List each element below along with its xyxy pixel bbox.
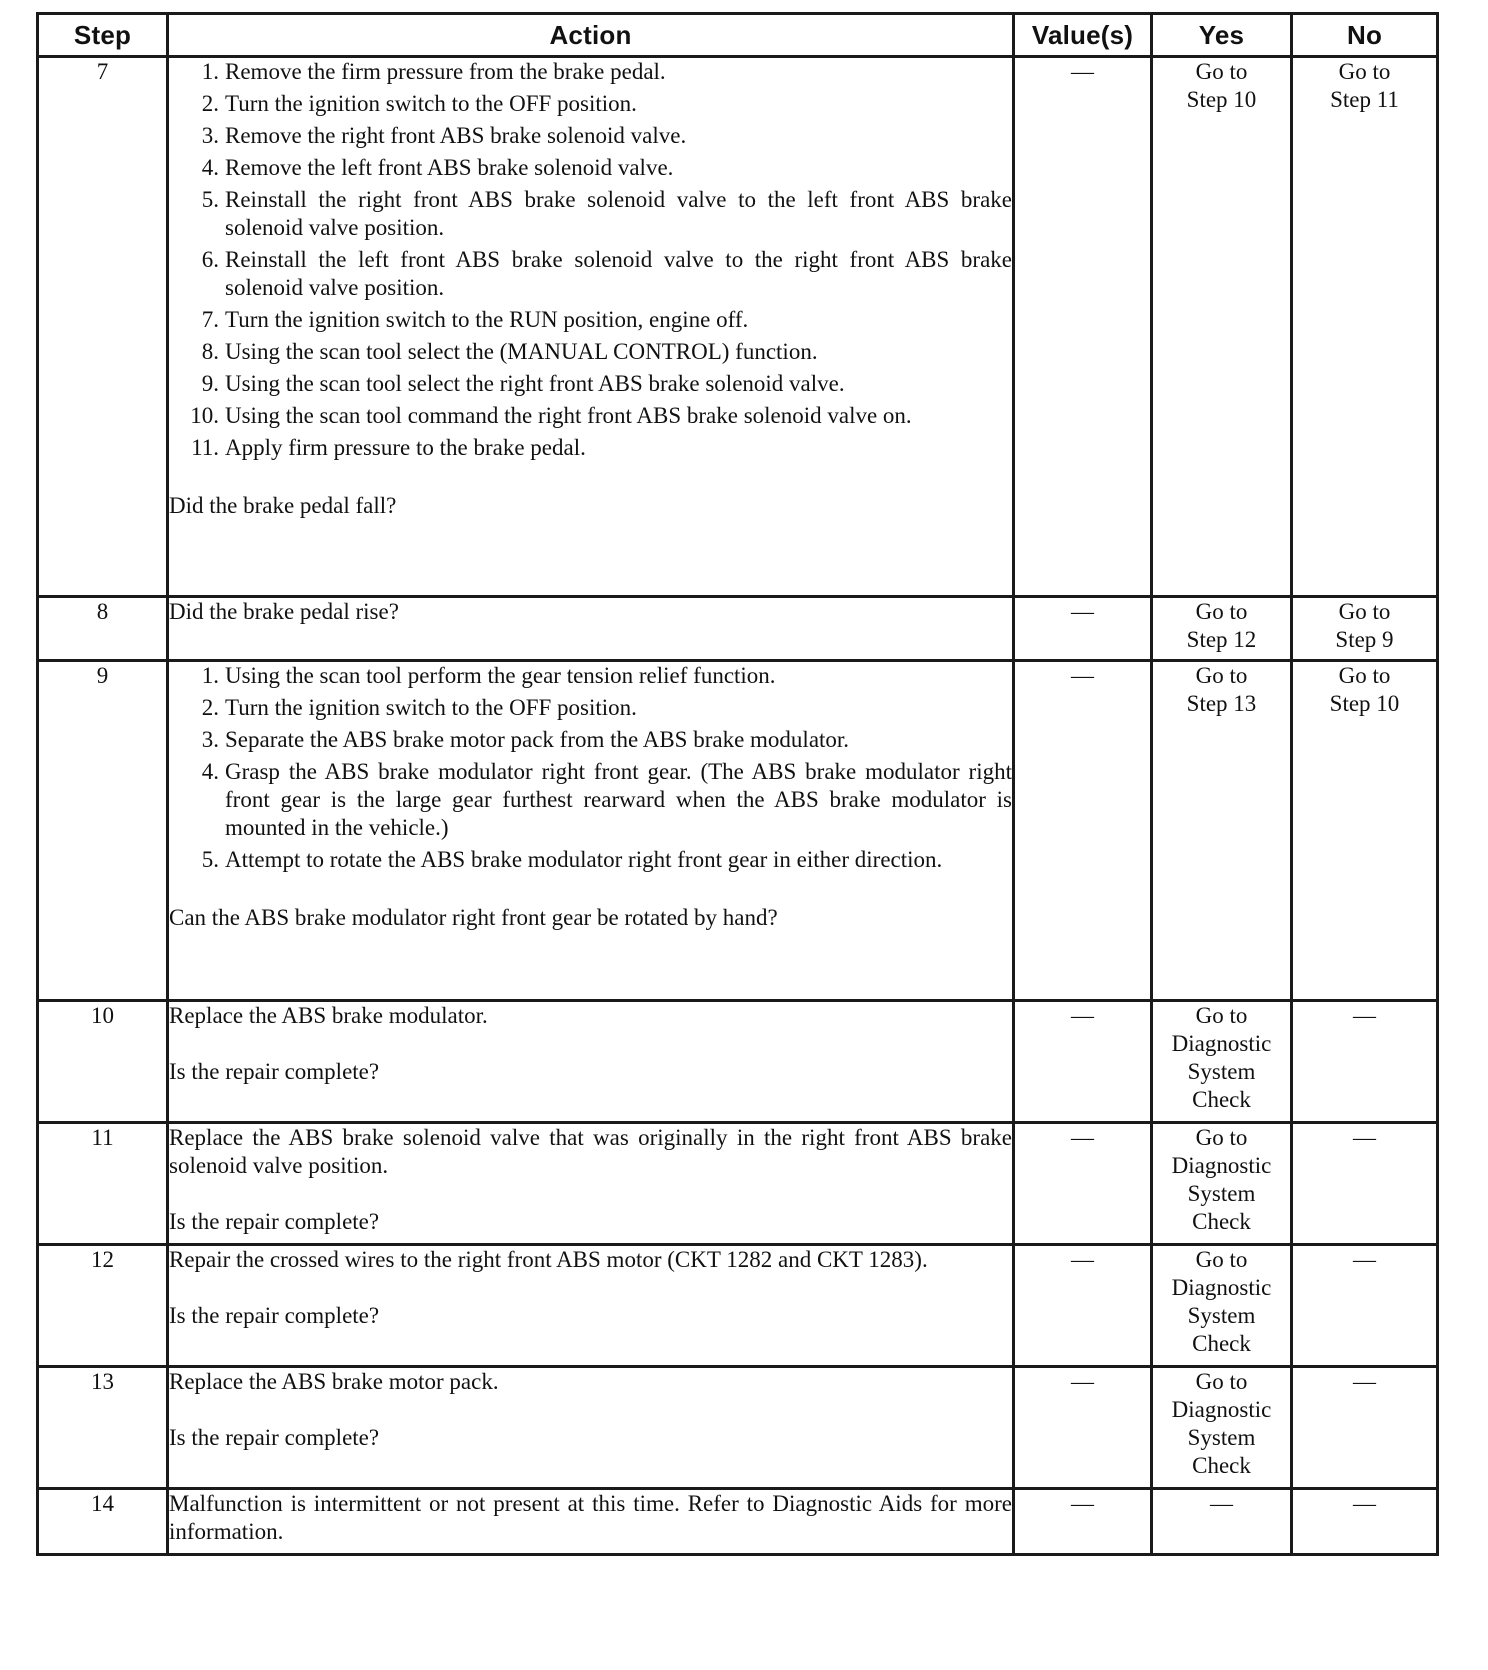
table-row — [38, 1245, 1438, 1367]
table-body — [38, 57, 1438, 1555]
action-step — [169, 58, 1012, 86]
value-cell — [1014, 1367, 1152, 1489]
step-text: Turn the ignition switch to the OFF position. — [225, 695, 637, 720]
step-index: 5. — [201, 847, 219, 872]
yes-text: Check — [1192, 1087, 1251, 1112]
no-cell — [1292, 57, 1438, 597]
step-text: Grasp the ABS brake modulator right front gear. (The ABS brake modulator right front gear is the large gear furthest rearward when the ABS brake modulator is mounted in the vehicle.) — [225, 759, 1012, 840]
no-text: Step 10 — [1329, 691, 1400, 716]
value-cell — [1014, 1123, 1152, 1245]
action-steps — [169, 662, 1012, 874]
no-cell — [1292, 661, 1438, 1001]
step-index: 9. — [201, 371, 219, 396]
table-row — [38, 1001, 1438, 1123]
step-text: Attempt to rotate the ABS brake modulator right front gear in either direction. — [225, 847, 943, 872]
step-text: Remove the firm pressure from the brake pedal. — [225, 59, 666, 84]
yes-cell — [1152, 597, 1292, 661]
action-step — [169, 402, 1012, 430]
action-step — [169, 370, 1012, 398]
action-cell — [168, 1123, 1014, 1245]
value-dash: — — [1071, 1247, 1094, 1272]
yes-cell — [1152, 1245, 1292, 1367]
header-value: Value(s) — [1014, 14, 1152, 57]
action-step — [169, 122, 1012, 150]
step-index: 7. — [201, 307, 219, 332]
no-cell — [1292, 1001, 1438, 1123]
step-number: 12 — [38, 1245, 168, 1367]
step-question: Is the repair complete? — [169, 1209, 380, 1234]
table-row — [38, 1489, 1438, 1555]
step-number: 9 — [38, 661, 168, 1001]
yes-text: Check — [1192, 1331, 1251, 1356]
header-action: Action — [168, 14, 1014, 57]
table-header — [38, 14, 1438, 57]
step-instruction: Replace the ABS brake solenoid valve that was originally in the right front ABS brake solenoid valve position. — [169, 1125, 1012, 1178]
header-row — [38, 14, 1438, 57]
no-text: Go to — [1338, 599, 1391, 624]
table-row — [38, 1367, 1438, 1489]
value-dash: — — [1071, 1003, 1094, 1028]
yes-cell — [1152, 57, 1292, 597]
action-step — [169, 694, 1012, 722]
value-dash: — — [1071, 599, 1094, 624]
yes-text: Diagnostic — [1171, 1397, 1272, 1422]
action-step — [169, 434, 1012, 462]
yes-cell — [1152, 1123, 1292, 1245]
action-cell — [168, 57, 1014, 597]
step-index: 3. — [201, 123, 219, 148]
action-step — [169, 306, 1012, 334]
step-number: 11 — [38, 1123, 168, 1245]
step-question: Can the ABS brake modulator right front gear be rotated by hand? — [169, 905, 778, 930]
step-index: 6. — [201, 247, 219, 272]
yes-dash: — — [1210, 1491, 1233, 1516]
no-cell — [1292, 1245, 1438, 1367]
action-cell — [168, 1001, 1014, 1123]
step-number: 7 — [38, 57, 168, 597]
step-instruction: Replace the ABS brake modulator. — [169, 1003, 488, 1028]
yes-cell — [1152, 1489, 1292, 1555]
action-cell — [168, 1245, 1014, 1367]
yes-text: Check — [1192, 1209, 1251, 1234]
step-index: 1. — [201, 59, 219, 84]
step-text: Turn the ignition switch to the RUN position, engine off. — [225, 307, 749, 332]
step-index: 1. — [201, 663, 219, 688]
value-cell — [1014, 1001, 1152, 1123]
value-cell — [1014, 597, 1152, 661]
yes-text: Step 10 — [1186, 87, 1257, 112]
no-cell — [1292, 597, 1438, 661]
action-step — [169, 726, 1012, 754]
step-text: Apply firm pressure to the brake pedal. — [225, 435, 586, 460]
value-dash: — — [1071, 59, 1094, 84]
yes-text: Go to — [1195, 59, 1248, 84]
step-index: 4. — [201, 759, 219, 784]
action-step — [169, 758, 1012, 842]
yes-cell — [1152, 661, 1292, 1001]
step-text: Remove the right front ABS brake solenoid valve. — [225, 123, 687, 148]
step-index: 3. — [201, 727, 219, 752]
step-index: 2. — [201, 695, 219, 720]
yes-text: Go to — [1195, 1369, 1248, 1394]
yes-text: System — [1187, 1059, 1256, 1084]
no-cell — [1292, 1123, 1438, 1245]
step-question: Is the repair complete? — [169, 1303, 380, 1328]
no-dash: — — [1353, 1491, 1376, 1516]
header-no: No — [1292, 14, 1438, 57]
step-number: 14 — [38, 1489, 168, 1555]
yes-text: Go to — [1195, 1247, 1248, 1272]
step-text: Reinstall the left front ABS brake solenoid valve to the right front ABS brake solenoid valve position. — [225, 247, 1012, 300]
table-row — [38, 661, 1438, 1001]
action-step — [169, 154, 1012, 182]
value-cell — [1014, 1245, 1152, 1367]
yes-text: System — [1187, 1181, 1256, 1206]
step-text: Reinstall the right front ABS brake solenoid valve to the left front ABS brake solenoid valve position. — [225, 187, 1012, 240]
step-number: 13 — [38, 1367, 168, 1489]
value-dash: — — [1071, 1369, 1094, 1394]
step-question: Is the repair complete? — [169, 1059, 380, 1084]
yes-text: Diagnostic — [1171, 1031, 1272, 1056]
action-step — [169, 90, 1012, 118]
action-cell — [168, 661, 1014, 1001]
step-text: Using the scan tool select the right front ABS brake solenoid valve. — [225, 371, 845, 396]
value-dash: — — [1071, 663, 1094, 688]
step-index: 4. — [201, 155, 219, 180]
action-cell — [168, 1489, 1014, 1555]
diagnostic-table — [36, 12, 1439, 1556]
no-dash: — — [1353, 1369, 1376, 1394]
yes-text: Go to — [1195, 599, 1248, 624]
action-step — [169, 186, 1012, 242]
step-text: Using the scan tool perform the gear tension relief function. — [225, 663, 776, 688]
no-dash: — — [1353, 1247, 1376, 1272]
table-row — [38, 597, 1438, 661]
step-instruction: Replace the ABS brake motor pack. — [169, 1369, 499, 1394]
no-text: Step 11 — [1330, 87, 1399, 112]
no-dash: — — [1353, 1003, 1376, 1028]
no-cell — [1292, 1367, 1438, 1489]
step-question: Is the repair complete? — [169, 1425, 380, 1450]
step-index: 5. — [201, 187, 219, 212]
step-text: Using the scan tool select the (MANUAL CONTROL) function. — [225, 339, 818, 364]
header-step: Step — [38, 14, 168, 57]
step-text: Turn the ignition switch to the OFF position. — [225, 91, 637, 116]
yes-text: Go to — [1195, 663, 1248, 688]
action-cell — [168, 597, 1014, 661]
step-index: 2. — [201, 91, 219, 116]
no-cell — [1292, 1489, 1438, 1555]
value-dash: — — [1071, 1491, 1094, 1516]
step-text: Remove the left front ABS brake solenoid valve. — [225, 155, 674, 180]
no-text: Go to — [1338, 59, 1391, 84]
step-question: Did the brake pedal fall? — [169, 493, 397, 518]
no-text: Go to — [1338, 663, 1391, 688]
yes-text: System — [1187, 1303, 1256, 1328]
action-step — [169, 662, 1012, 690]
yes-cell — [1152, 1001, 1292, 1123]
yes-text: Check — [1192, 1453, 1251, 1478]
no-text: Step 9 — [1335, 627, 1394, 652]
table-row — [38, 1123, 1438, 1245]
yes-text: System — [1187, 1425, 1256, 1450]
yes-text: Go to — [1195, 1003, 1248, 1028]
yes-text: Diagnostic — [1171, 1153, 1272, 1178]
value-cell — [1014, 1489, 1152, 1555]
no-dash: — — [1353, 1125, 1376, 1150]
yes-text: Go to — [1195, 1125, 1248, 1150]
header-yes: Yes — [1152, 14, 1292, 57]
table-row — [38, 57, 1438, 597]
step-text: Using the scan tool command the right front ABS brake solenoid valve on. — [225, 403, 912, 428]
value-cell — [1014, 661, 1152, 1001]
step-index: 10. — [190, 403, 219, 428]
value-cell — [1014, 57, 1152, 597]
yes-text: Diagnostic — [1171, 1275, 1272, 1300]
yes-text: Step 12 — [1186, 627, 1257, 652]
step-number: 10 — [38, 1001, 168, 1123]
yes-text: Step 13 — [1186, 691, 1257, 716]
yes-cell — [1152, 1367, 1292, 1489]
action-steps — [169, 58, 1012, 462]
step-question: Did the brake pedal rise? — [169, 599, 399, 624]
action-step — [169, 338, 1012, 366]
action-step — [169, 846, 1012, 874]
step-text: Separate the ABS brake motor pack from the ABS brake modulator. — [225, 727, 850, 752]
step-number: 8 — [38, 597, 168, 661]
step-index: 8. — [201, 339, 219, 364]
action-cell — [168, 1367, 1014, 1489]
step-instruction: Malfunction is intermittent or not present at this time. Refer to Diagnostic Aids for more information. — [169, 1491, 1012, 1544]
value-dash: — — [1071, 1125, 1094, 1150]
step-instruction: Repair the crossed wires to the right front ABS motor (CKT 1282 and CKT 1283). — [169, 1247, 928, 1272]
action-step — [169, 246, 1012, 302]
diagnostic-sheet — [36, 12, 1436, 1556]
step-index: 11. — [191, 435, 219, 460]
